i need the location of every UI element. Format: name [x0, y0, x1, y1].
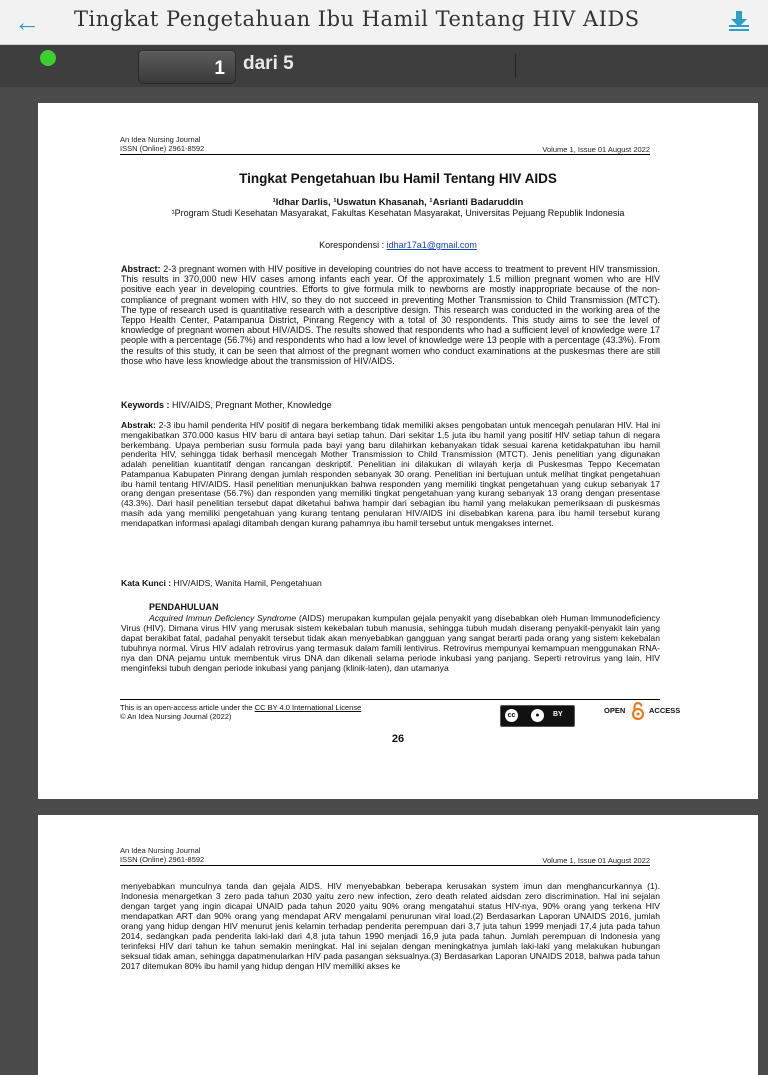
page-total: dari 5 — [243, 53, 294, 74]
cc-icon: cc — [505, 709, 518, 722]
affiliation-text: ¹Program Studi Kesehatan Masyarakat, Fakultas Kesehatan Masyarakat, Universitas Pejuang Republik Indonesia — [171, 208, 625, 218]
correspondence-label: Korespondensi : — [319, 240, 387, 250]
footer-rule — [120, 699, 660, 700]
abstract-id-text: 2-3 ibu hamil penderita HIV positif di negara berkembang tidak memiliki akses pengobatan untuk mencegah penularan HIV. Hal ini mengakibatkan 370.000 kasus HIV baru di antara bayi setiap tahun. Dari sekitar 1,5 juta ibu hamil yang positif HIV setiap tahun di negara berkembang. Upaya pemberian susu formula pada bayi yang baru dilahirkan kebanyakan tidak sesuai karena ketidakpatuhan ibu hamil penderita HIV, sehingga tidak berhasil mencegah Mother Transmission to Child Transmission (MTCT). Jenis penelitian yang digunakan adalah penelitian kuantitatif dengan rancangan deskriptif. Penelitian ini dilakukan di wilayah kerja di Puskesmas Teppo Kecematan Patampanua Kabupaten Pinrang dengan jumlah responden sebanyak 30 orang. Penelitian ini bertujuan untuk melihat tingkat pengetahuan ibu hamil tentang HIV/AIDS. Hasil penelitian menunjukkan bahwa responden yang memiliki tingkat pengetahuan yang cukup sebanyak 17 orang dengan presentase (56.7%) dan responden yang memiliki tingkat pengetahuan yang kurang sebanyak 13 orang dengan presentase (43.3%). Dari hasil penelitian tersebut dapat diketahui bahwa hampir dari sebagian ibu hamil yang melakukan pemeriksaan di puskesmas masih ada yang memiliki pengetahuan yang kurang tentang penularan HIV/AIDS ini disebabkan karena para ibu hamil tersebut kurang mendapatkan informasi apalagi ditambah dengan kurang pahamnya ibu hamil tersebut untuk mengakses internet. — [121, 420, 660, 528]
intro-italic-term: Acquired Immun Deficiency Syndrome — [149, 613, 297, 623]
abstract-en-text: 2-3 pregnant women with HIV positive in developing countries do not have access to treatment to prevent HIV transmission. This results in 370,000 new HIV cases among infants each year. Of the approximately 1.5 million pregnant women who are HIV positive each year in developing countries. Efforts to give formula milk to newborns are mostly inappropriate because of the non-compliance of pregnant women with HIV, so they do not succeed in preventing Mother Transmission to Child Transmission (MTCT). The type of research used is quantitative research with a descriptive design. This research was conducted in the working area of the Teppo Health Center, Patampanua District, Pinrang Regency with a total of 30 respondents. This study aims to see the level of knowledge of pregnant women about HIV/AIDS. The results showed that respondents who had a sufficient level of knowledge were 17 people with a percentage (56.7%) and respondents who had a low level of knowledge were 13 people with a percentage (43.3%). From the results of this study, it can be seen that almost of the pregnant women who conduct examinations at the puskesmas there are still those who have less knowledge about the transmission of HIV/AIDS. — [121, 264, 660, 366]
keywords-id-label: Kata Kunci : — [121, 578, 172, 588]
journal-issn-p2: ISSN (Online) 2961-8592 — [120, 855, 205, 864]
cc-by-icon: ● — [531, 709, 544, 722]
open-access-word-2: ACCESS — [649, 706, 681, 715]
toolbar-divider — [515, 54, 516, 78]
download-icon[interactable] — [726, 8, 752, 34]
paper-title: Tingkat Pengetahuan Ibu Hamil Tentang HIV AIDS — [239, 171, 557, 186]
top-bar — [0, 0, 768, 45]
open-access-icon — [631, 702, 645, 720]
open-access-word-1: OPEN — [604, 706, 626, 715]
keywords-id-text: HIV/AIDS, Wanita Hamil, Pengetahuan — [171, 578, 322, 588]
journal-volume-p2: Volume 1, Issue 01 August 2022 — [542, 856, 650, 865]
document-page-1 — [38, 103, 758, 799]
paper-affiliation — [38, 208, 758, 219]
journal-name: An Idea Nursing Journal — [120, 135, 201, 144]
viewer-toolbar — [0, 45, 768, 87]
journal-name-p2: An Idea Nursing Journal — [120, 846, 201, 855]
journal-issn: ISSN (Online) 2961-8592 — [120, 144, 205, 153]
section-heading-intro: PENDAHULUAN — [149, 602, 219, 612]
header-rule — [120, 154, 650, 155]
page-number-input[interactable] — [163, 57, 227, 81]
cc-by-text: BY — [553, 711, 563, 718]
intro-text: (AIDS) merupakan kumpulan gejala penyakit yang disebabkan oleh Human Immunodeficiency Virus (HIV). Dimana virus HIV yang merusak sistem kekebalan tubuh manusia, sehingga tubuh mudah diserang penyakit-penyakit lain yang dapat berakibat fatal, padahal penyakit tersebut tidak akan menyebabkan gangguan yang sangat berarti pada orang yang sistem kekebalan tubuhnya normal. Virus HIV adalah retrovirus yang termasuk dalam famili lentivirus. Retrovirus mempunyai kemampuan menggunakan RNA-nya dan DNA pejamu untuk membentuk virus DNA dan dikenali selama periode inkubasi yang panjang. Seperti retrovirus yang lain, HIV menginfeksi tubuh dengan periode inkubasi yang panjang (klinik-laten), dan utamanya — [121, 613, 660, 673]
cc-license-badge — [500, 705, 575, 727]
back-arrow-icon[interactable]: ← — [14, 7, 40, 37]
header-rule-p2 — [120, 865, 650, 866]
document-page-2 — [38, 815, 758, 1075]
correspondence-email-link[interactable]: idhar17a1@gmail.com — [386, 240, 477, 250]
abstract-id-label: Abstrak: — [121, 420, 156, 430]
page-number-box[interactable] — [138, 50, 236, 84]
keywords-en-label: Keywords : — [121, 400, 170, 410]
correspondence — [38, 240, 758, 250]
copyright-text: © An Idea Nursing Journal (2022) — [120, 712, 232, 721]
license-link[interactable]: CC BY 4.0 International License — [254, 703, 362, 712]
page-number: 26 — [391, 733, 405, 745]
status-indicator — [40, 50, 56, 66]
abstract-en-label: Abstract: — [121, 264, 161, 274]
journal-volume: Volume 1, Issue 01 August 2022 — [542, 145, 650, 154]
abstract-english — [121, 264, 660, 366]
abstract-indonesian — [121, 421, 660, 528]
license-note — [120, 703, 361, 721]
page2-paragraph: menyebabkan munculnya tanda dan gejala AIDS. HIV menyebabkan beberapa kerusakan system imun dan menghancurkannya (1). Indonesia menargetkan 3 zero pada tahun 2030 yaitu zero new infection, zero death related aidsdan zero discrimination. Hal ini sejalan dengan target yang ingin dicapai UNAID pada tahun 2020 yaitu 90% orang mengatahui status HIV-nya, 90% orang yang terkena HIV mendapatkan ART dan 90% orang yang mendapat ARV mengalami penurunan viral load.(2) Berdasarkan Laporan UNAIDS 2016, jumlah orang yang hidup dengan HIV menurut jenis kelamin terhadap penderita perempuan dari 3,7 juta tahun 1999 menjadi 17,4 juta pada tahun 2014, sedangkan pada penderita laki-laki dari 4,8 juta tahun 1990 menjadi 16,9 juta pada tahun. Jumlah perempuan di Indonesia yang terinfeksi HIV dari tahun ke tahun semakin meningkat. Hal ini sejalan dengan meningkatnya jumlah laki-laki yang melakukan hubungan seksual tidak aman, sehingga dapatmenularkan HIV pada pasangan seksualnya.(3) Berdasarkan Laporan UNAIDS 2018, bahwa pada tahun 2017 ditemukan 80% ibu hamil yang hidup dengan HIV memiliki akses ke — [121, 881, 660, 971]
document-title: Tingkat Pengetahuan Ibu Hamil Tentang HIV AIDS — [74, 7, 640, 31]
keywords-en-text: HIV/AIDS, Pregnant Mother, Knowledge — [169, 400, 332, 410]
intro-paragraph — [121, 613, 660, 673]
paper-authors: ¹Idhar Darlis, ¹Uswatun Khasanah, ¹Asrianti Badaruddin — [272, 197, 524, 208]
license-prefix: This is an open-access article under the — [120, 703, 255, 712]
keywords-english — [121, 401, 660, 411]
keywords-indonesian — [121, 579, 660, 589]
